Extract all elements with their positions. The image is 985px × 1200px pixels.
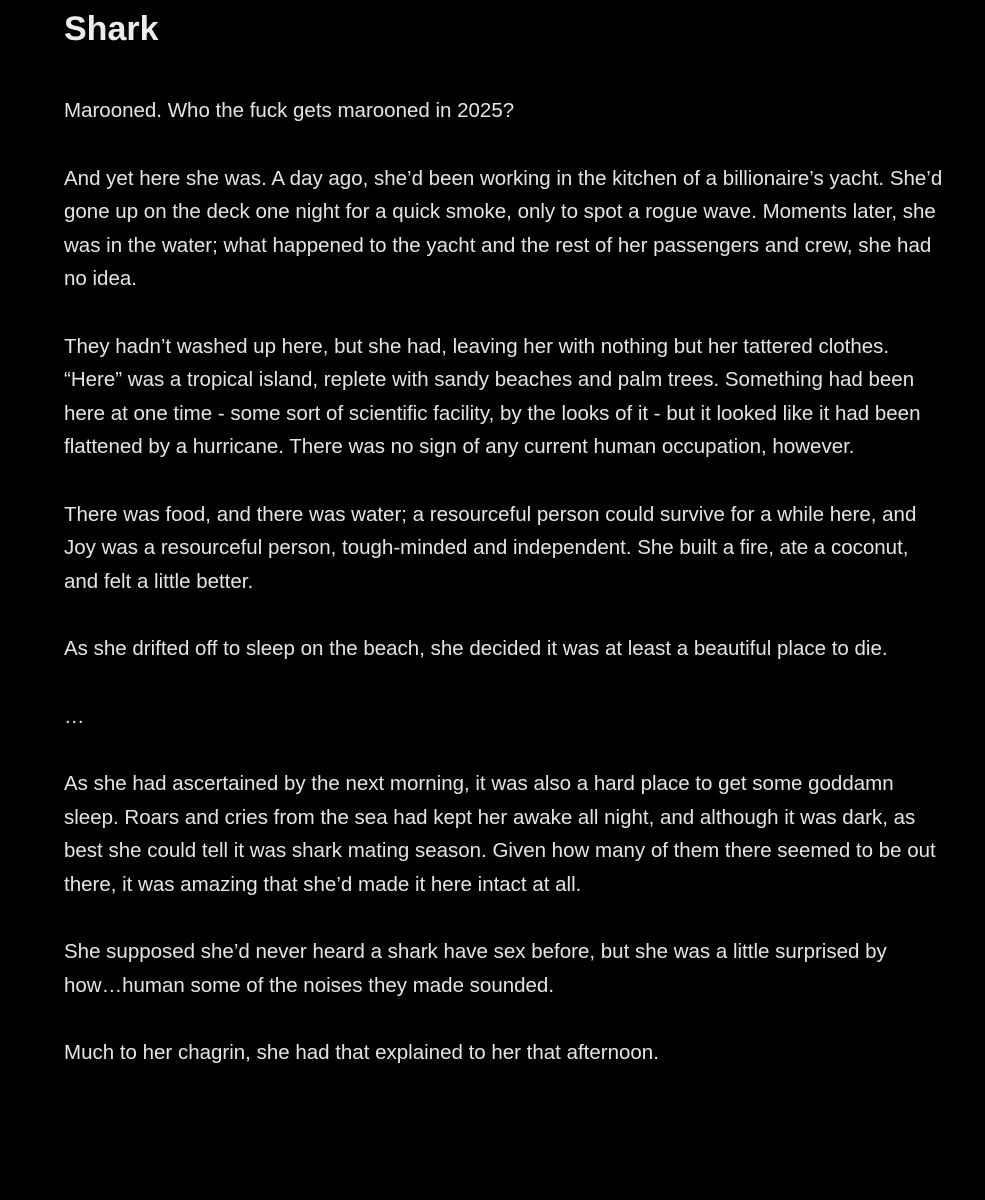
- paragraph: She supposed she’d never heard a shark have sex before, but she was a little surprised by how…human some of the noises they made sounded.: [64, 940, 887, 997]
- paragraph: They hadn’t washed up here, but she had, leaving her with nothing but her tattered clothes. “Here” was a tropical island, replete with sandy beaches and palm trees. Something had been here at one time - some sort of scientific facility, by the looks of it - but it looked like it had been flattened by a hurricane. There was no sign of any current human occupation, however.: [64, 334, 921, 458]
- paragraph: As she had ascertained by the next morning, it was also a hard place to get some goddamn sleep. Roars and cries from the sea had kept her awake all night, and although it was dark, as best she could tell it was shark mating season. Given how many of them there seemed to be out there, it was amazing that she’d made it here intact at all.: [64, 772, 936, 896]
- paragraph: And yet here she was. A day ago, she’d been working in the kitchen of a billionaire’s yacht. She’d gone up on the deck one night for a quick smoke, only to spot a rogue wave. Moments later, she was in the water; what happened to the yacht and the rest of her passengers and crew, she had no idea.: [64, 166, 943, 290]
- paragraph: Marooned. Who the fuck gets marooned in 2025?: [64, 99, 515, 122]
- paragraph: As she drifted off to sleep on the beach, she decided it was at least a beautiful place to die.: [64, 637, 888, 660]
- document-body: [64, 94, 944, 1104]
- scene-break: …: [64, 704, 85, 728]
- paragraph: Much to her chagrin, she had that explained to her that afternoon.: [64, 1041, 659, 1064]
- paragraph: There was food, and there was water; a resourceful person could survive for a while here, and Joy was a resourceful person, tough-minded and independent. She built a fire, ate a coconut, and felt a little better.: [64, 502, 917, 593]
- document-title: Shark: [64, 10, 159, 48]
